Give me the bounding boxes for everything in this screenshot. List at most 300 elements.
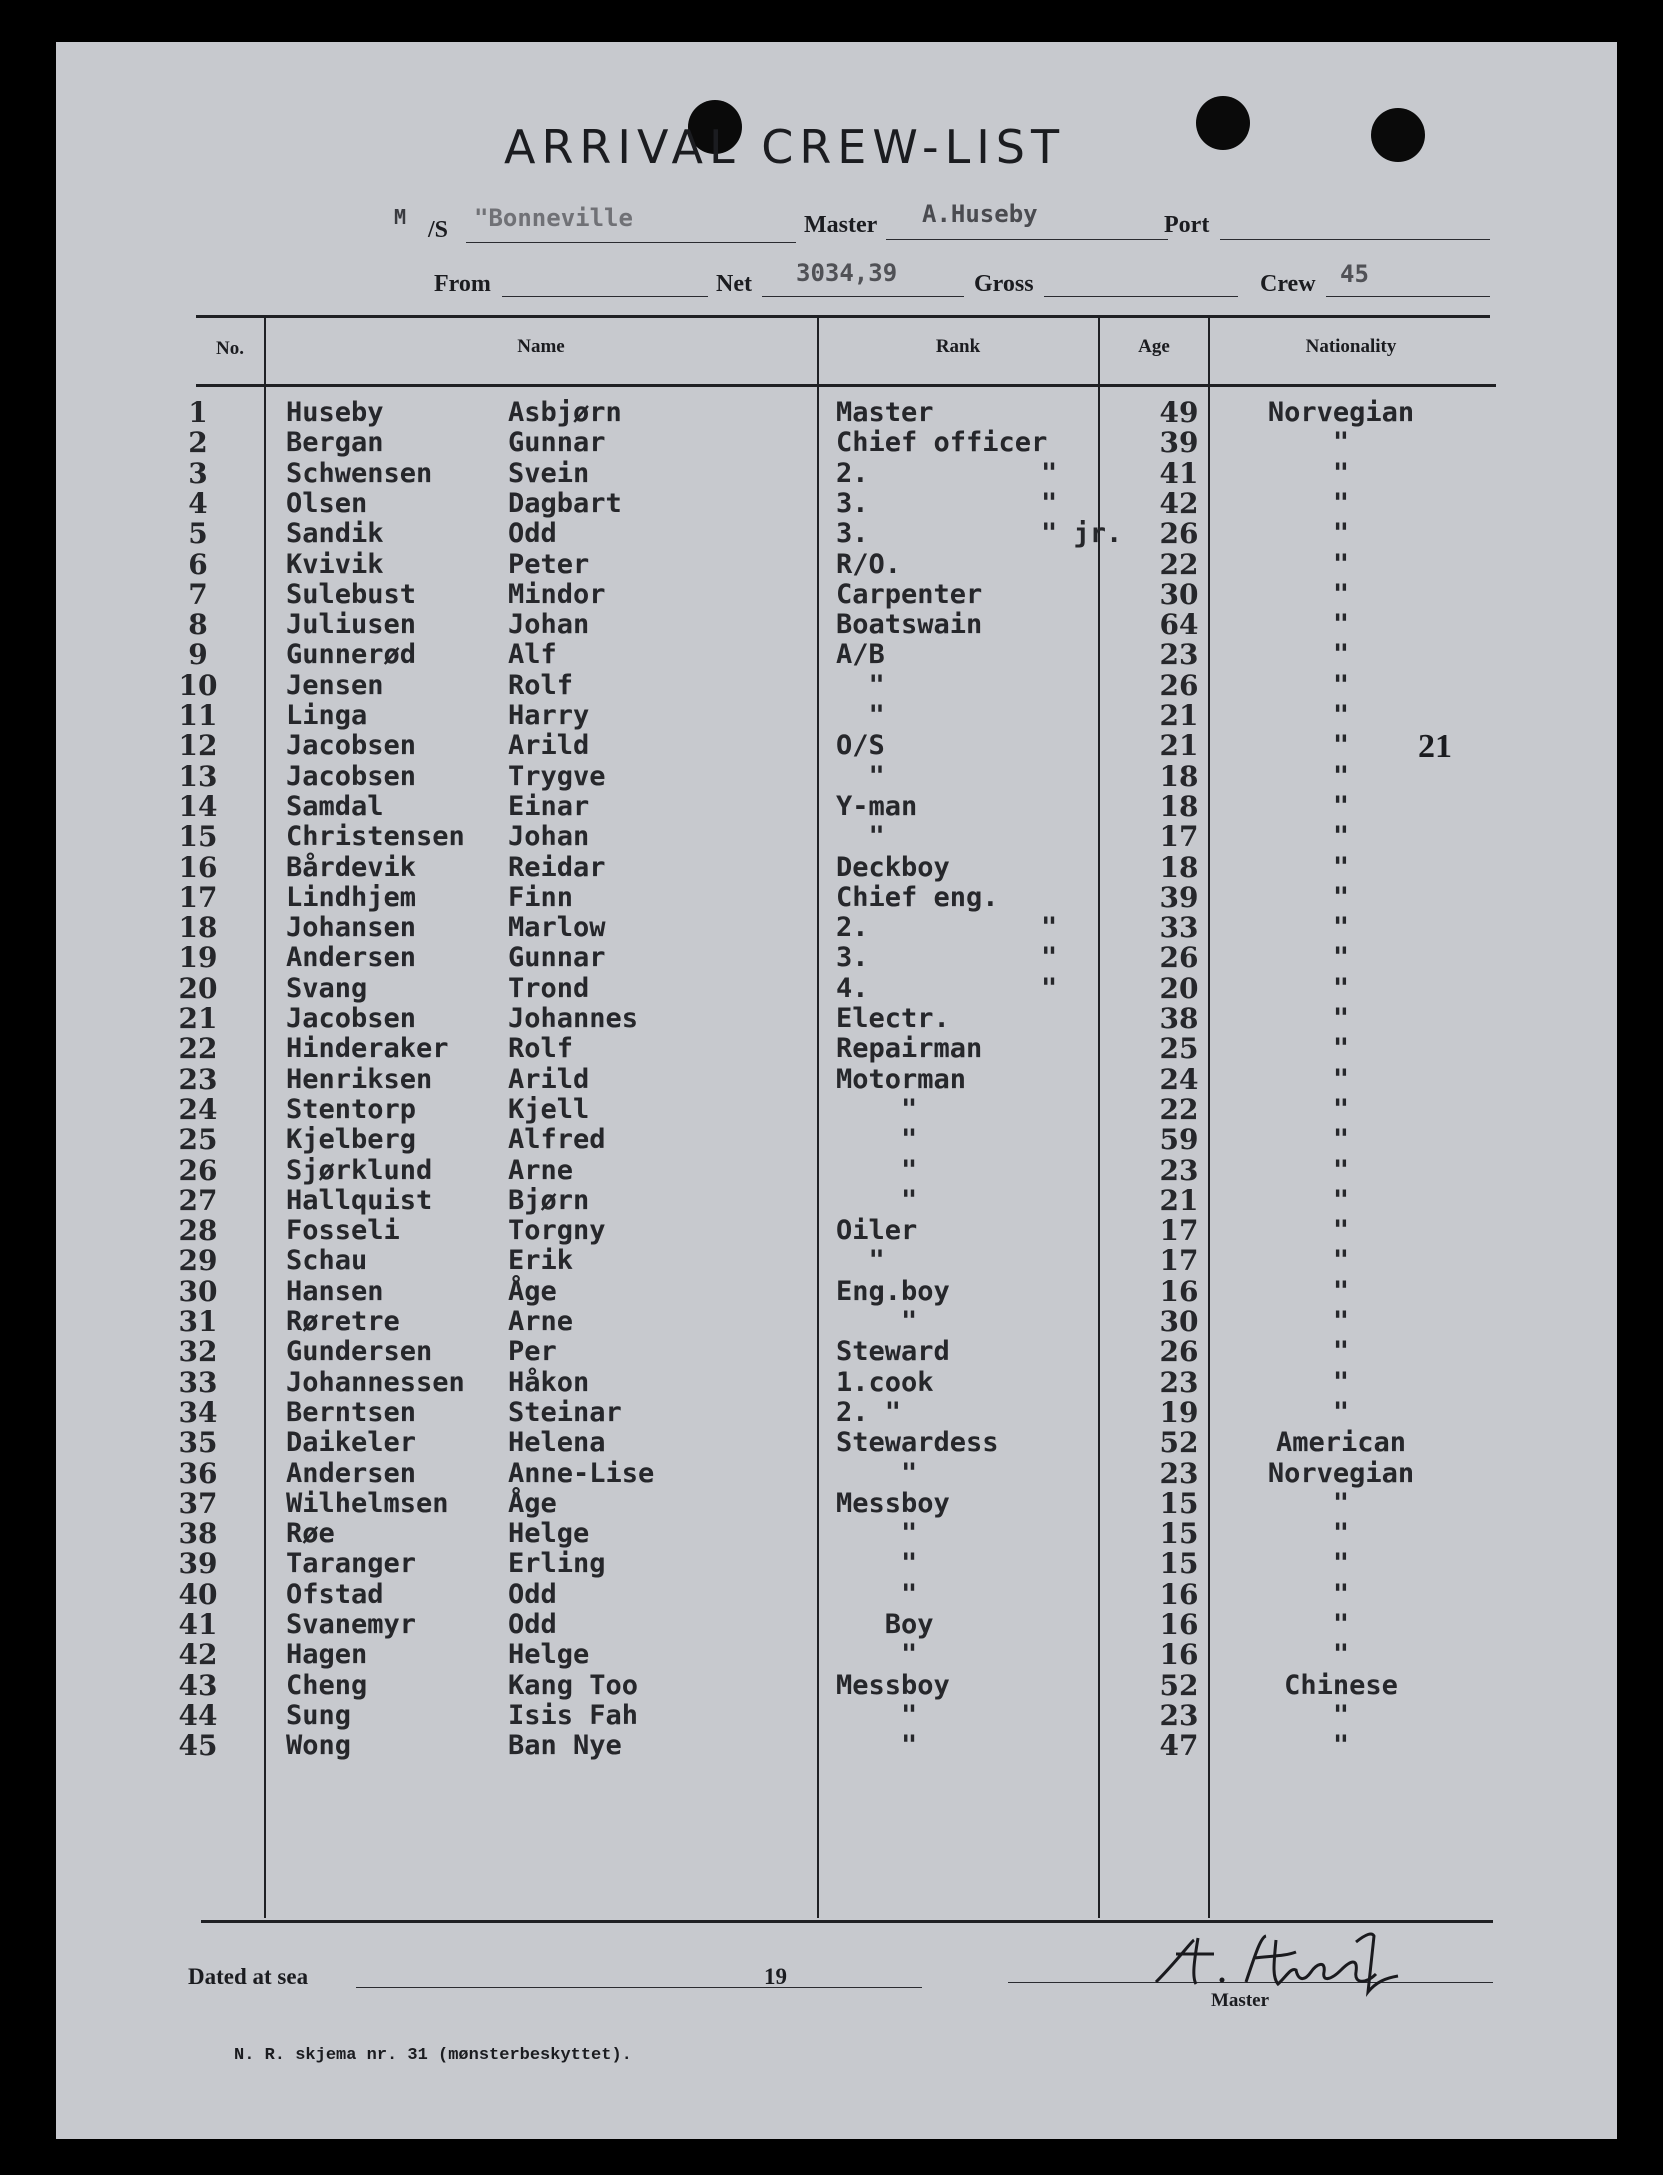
crew-given-name: Håkon: [508, 1366, 590, 1398]
crew-surname: Røe: [286, 1518, 335, 1550]
crew-age: 39: [1159, 426, 1199, 460]
crew-given-name: Harry: [508, 700, 590, 731]
crew-age: 18: [1159, 789, 1199, 823]
crew-number: 22: [178, 1032, 218, 1066]
crew-age: 41: [1159, 456, 1199, 490]
crew-nationality: Norvegian: [1267, 397, 1415, 428]
crew-row: [56, 1610, 1617, 1640]
crew-number: 38: [178, 1517, 218, 1551]
crew-given-name: Finn: [508, 881, 574, 913]
crew-label: Crew: [1260, 271, 1316, 297]
crew-rank: 4.: [836, 972, 869, 1004]
crew-number: 30: [178, 1274, 218, 1308]
crew-nationality: ": [1332, 881, 1350, 913]
crew-rank: Stewardess: [836, 1427, 999, 1459]
crew-number: 39: [178, 1547, 218, 1581]
crew-age: 16: [1159, 1577, 1199, 1611]
crew-age: 15: [1159, 1547, 1199, 1581]
crew-surname: Hagen: [286, 1639, 368, 1671]
crew-given-name: Marlow: [508, 912, 606, 944]
crew-nationality: ": [1332, 1518, 1350, 1550]
crew-nationality: ": [1332, 1275, 1350, 1307]
crew-nationality: ": [1332, 1003, 1350, 1034]
crew-row: [56, 519, 1617, 549]
crew-row: [56, 1668, 1617, 1702]
crew-age: 26: [1159, 517, 1199, 551]
crew-number: 24: [178, 1092, 218, 1126]
crew-number: 3: [188, 456, 208, 490]
crew-row: [56, 1216, 1617, 1246]
dated-at-sea-label: Dated at sea: [188, 1964, 309, 1989]
crew-age: 30: [1159, 577, 1199, 611]
crew-nationality: ": [1332, 1093, 1350, 1125]
crew-surname: Andersen: [286, 942, 417, 974]
crew-nationality: ": [1332, 1639, 1350, 1671]
crew-row: [56, 1640, 1617, 1670]
crew-nationality: ": [1332, 1306, 1350, 1337]
crew-surname: Bergan: [286, 427, 384, 459]
crew-rank: Oiler: [836, 1215, 918, 1247]
crew-surname: Jacobsen: [286, 1003, 417, 1034]
crew-row: [56, 640, 1617, 670]
crew-rank: 2. ": [836, 1396, 902, 1428]
crew-given-name: Arne: [508, 1306, 574, 1337]
crew-nationality: ": [1332, 1578, 1350, 1610]
crew-surname: Sandik: [286, 518, 384, 550]
year-prefix: 19: [764, 1964, 787, 1989]
crew-number: 26: [178, 1153, 218, 1187]
crew-number: 2: [188, 426, 208, 460]
crew-row: [56, 850, 1617, 884]
crew-rank: ": [836, 1093, 918, 1125]
col-header-nationality: Nationality: [1305, 336, 1397, 357]
col-header-name: Name: [517, 336, 565, 357]
crew-given-name: Gunnar: [508, 942, 606, 974]
crew-row: [56, 943, 1617, 973]
crew-rank: Repairman: [836, 1033, 983, 1065]
crew-number: 16: [178, 850, 218, 884]
crew-age: 26: [1159, 668, 1199, 702]
crew-rank: A/B: [836, 639, 885, 671]
crew-surname: Berntsen: [286, 1396, 417, 1428]
table-header-rule: [196, 384, 1496, 387]
crew-given-name: Johannes: [508, 1003, 639, 1034]
crew-row: [56, 1549, 1617, 1579]
crew-row: [56, 1395, 1617, 1429]
crew-given-name: Isis Fah: [508, 1699, 639, 1731]
crew-age: 33: [1159, 911, 1199, 945]
crew-row: [56, 822, 1617, 852]
crew-rank: ": [836, 1518, 918, 1550]
crew-number: 6: [188, 547, 208, 581]
crew-given-name: Arne: [508, 1154, 574, 1186]
crew-age: 18: [1159, 850, 1199, 884]
crew-row: [56, 759, 1617, 793]
crew-row: [56, 577, 1617, 611]
crew-surname: Hansen: [286, 1275, 384, 1307]
crew-age: 16: [1159, 1608, 1199, 1641]
crew-given-name: Helge: [508, 1639, 590, 1671]
col-header-rank: Rank: [935, 336, 981, 357]
crew-surname: Kvivik: [286, 548, 384, 580]
crew-number: 34: [178, 1395, 218, 1429]
crew-given-name: Bjørn: [508, 1184, 590, 1216]
crew-rank: Boatswain: [836, 609, 983, 641]
crew-number: 27: [178, 1183, 218, 1217]
crew-nationality: Norvegian: [1267, 1457, 1415, 1489]
crew-surname: Samdal: [286, 790, 384, 822]
crew-given-name: Dagbart: [508, 487, 622, 519]
crew-rank: 3.: [836, 942, 869, 974]
crew-surname: Jacobsen: [286, 730, 417, 762]
crew-nationality: ": [1332, 730, 1350, 762]
crew-age: 21: [1159, 729, 1199, 763]
ship-value: "Bonneville: [474, 204, 633, 232]
crew-nationality: ": [1332, 851, 1350, 883]
crew-surname: Jensen: [286, 669, 384, 701]
crew-nationality: ": [1332, 518, 1350, 550]
crew-given-name: Svein: [508, 457, 590, 489]
punch-hole-2: [1196, 96, 1250, 150]
crew-given-name: Rolf: [508, 669, 574, 701]
crew-given-name: Torgny: [508, 1215, 606, 1247]
crew-given-name: Odd: [508, 1609, 557, 1640]
crew-nationality: ": [1332, 1154, 1350, 1186]
master-value: A.Huseby: [922, 200, 1038, 228]
crew-given-name: Kang Too: [508, 1669, 639, 1701]
crew-number: 15: [178, 820, 218, 854]
crew-number: 43: [178, 1668, 218, 1702]
crew-surname: Sung: [286, 1699, 352, 1731]
crew-row: [56, 1519, 1617, 1549]
crew-age: 23: [1159, 1365, 1199, 1399]
crew-nationality: ": [1332, 760, 1350, 792]
crew-row: [56, 610, 1617, 640]
crew-given-name: Alf: [508, 639, 557, 671]
crew-surname: Kjelberg: [286, 1124, 417, 1156]
crew-row: [56, 1034, 1617, 1064]
crew-number: 21: [178, 1002, 218, 1035]
crew-surname: Ofstad: [286, 1578, 384, 1610]
crew-rank-suffix: ": [1041, 912, 1058, 944]
crew-surname: Lindhjem: [286, 881, 417, 913]
crew-rank: ": [836, 1457, 918, 1489]
crew-row: [56, 1365, 1617, 1399]
crew-rank: ": [836, 1548, 918, 1580]
crew-row: [56, 913, 1617, 943]
crew-given-name: Trygve: [508, 760, 606, 792]
crew-given-name: Rolf: [508, 1033, 574, 1065]
crew-row: [56, 731, 1617, 761]
crew-number: 33: [178, 1365, 218, 1399]
crew-rank: 1.cook: [836, 1366, 934, 1398]
crew-nationality: ": [1332, 487, 1350, 519]
crew-rank-suffix: ": [1041, 487, 1058, 519]
crew-rank: Electr.: [836, 1003, 950, 1034]
crew-nationality: ": [1332, 427, 1350, 459]
crew-rank: ": [836, 1154, 918, 1186]
crew-surname: Sulebust: [286, 578, 417, 610]
crew-given-name: Mindor: [508, 578, 606, 610]
crew-row: [56, 1274, 1617, 1308]
crew-nationality: ": [1332, 1609, 1350, 1640]
crew-row: [56, 1486, 1617, 1520]
crew-rank: O/S: [836, 730, 885, 762]
crew-age: 23: [1159, 638, 1199, 672]
crew-surname: Svang: [286, 972, 368, 1004]
crew-rank: 2.: [836, 457, 869, 489]
crew-row: [56, 486, 1617, 520]
crew-number: 31: [178, 1305, 218, 1338]
crew-nationality: ": [1332, 1184, 1350, 1216]
crew-age: 26: [1159, 1335, 1199, 1369]
crew-given-name: Johan: [508, 821, 590, 853]
crew-number: 19: [178, 941, 218, 975]
crew-surname: Wilhelmsen: [286, 1487, 449, 1519]
crew-age: 16: [1159, 1638, 1199, 1672]
crew-rank: 3.: [836, 518, 869, 550]
crew-age: 25: [1159, 1032, 1199, 1066]
crew-rank: Master: [836, 397, 934, 428]
crew-nationality: ": [1332, 669, 1350, 701]
crew-nationality: ": [1332, 1548, 1350, 1580]
crew-rank: Carpenter: [836, 578, 983, 610]
crew-row: [56, 456, 1617, 490]
crew-given-name: Alfred: [508, 1124, 606, 1156]
crew-surname: Linga: [286, 700, 368, 731]
crew-number: 18: [178, 911, 218, 945]
crew-age: 16: [1159, 1274, 1199, 1308]
crew-number: 8: [188, 608, 208, 642]
crew-nationality: ": [1332, 1730, 1350, 1762]
crew-rank-suffix: ": [1041, 972, 1058, 1004]
crew-surname: Hinderaker: [286, 1033, 449, 1065]
crew-age: 15: [1159, 1517, 1199, 1551]
crew-given-name: Åge: [508, 1487, 557, 1519]
crew-row: [56, 1125, 1617, 1155]
crew-surname: Sjørklund: [286, 1154, 433, 1186]
crew-number: 1: [188, 396, 208, 429]
crew-age: 22: [1159, 547, 1199, 581]
crew-rank: ": [836, 821, 885, 853]
crew-age: 52: [1159, 1426, 1199, 1460]
crew-given-name: Helge: [508, 1518, 590, 1550]
crew-number: 41: [178, 1608, 218, 1641]
crew-rank: ": [836, 1699, 918, 1731]
crew-number: 9: [188, 638, 208, 672]
crew-surname: Huseby: [286, 397, 384, 428]
master-label: Master: [804, 212, 878, 238]
crew-age: 39: [1159, 880, 1199, 914]
crew-row: [56, 1577, 1617, 1611]
crew-surname: Juliusen: [286, 609, 417, 641]
crew-nationality: ": [1332, 972, 1350, 1004]
crew-row: [56, 1092, 1617, 1126]
crew-nationality: ": [1332, 1124, 1350, 1156]
crew-rank: ": [836, 669, 885, 701]
crew-given-name: Arild: [508, 1063, 590, 1095]
form-title: ARRIVAL CREW-LIST: [504, 120, 1066, 174]
crew-given-name: Arild: [508, 730, 590, 762]
crew-age: 23: [1159, 1698, 1199, 1732]
crew-surname: Olsen: [286, 487, 368, 519]
crew-rank: Y-man: [836, 790, 918, 822]
crew-rank: ": [836, 1578, 918, 1610]
crew-number: 4: [188, 486, 208, 520]
crew-age: 17: [1159, 820, 1199, 854]
crew-given-name: Gunnar: [508, 427, 606, 459]
crew-surname: Bårdevik: [286, 851, 417, 883]
crew-surname: Røretre: [286, 1306, 400, 1337]
crew-row: [56, 547, 1617, 581]
net-value: 3034,39: [796, 259, 898, 287]
crew-nationality: ": [1332, 700, 1350, 731]
crew-nationality: ": [1332, 1215, 1350, 1247]
crew-nationality: ": [1332, 1336, 1350, 1368]
crew-nationality: ": [1332, 790, 1350, 822]
crew-age: 38: [1159, 1002, 1199, 1035]
margin-note: 21: [1418, 728, 1452, 765]
crew-surname: Schwensen: [286, 457, 433, 489]
crew-number: 23: [178, 1062, 218, 1096]
crew-number: 25: [178, 1123, 218, 1157]
crew-nationality: ": [1332, 821, 1350, 853]
crew-surname: Hallquist: [286, 1184, 433, 1216]
crew-row: [56, 1153, 1617, 1187]
crew-number: 14: [178, 789, 218, 823]
crew-age: 17: [1159, 1214, 1199, 1248]
crew-surname: Gundersen: [286, 1336, 433, 1368]
crew-rank: Messboy: [836, 1487, 950, 1519]
crew-age: 21: [1159, 699, 1199, 732]
crew-given-name: Odd: [508, 518, 557, 550]
crew-list-form: [56, 42, 1617, 2139]
port-label: Port: [1164, 212, 1210, 238]
crew-given-name: Erling: [508, 1548, 606, 1580]
crew-nationality: ": [1332, 1033, 1350, 1065]
crew-given-name: Per: [508, 1336, 557, 1368]
crew-rank: Chief officer: [836, 427, 1048, 459]
crew-age: 23: [1159, 1456, 1199, 1490]
crew-surname: Svanemyr: [286, 1609, 417, 1640]
crew-nationality: ": [1332, 942, 1350, 974]
crew-rank: 3.: [836, 487, 869, 519]
crew-surname: Fosseli: [286, 1215, 400, 1247]
punch-hole-3: [1371, 108, 1425, 162]
crew-surname: Cheng: [286, 1669, 368, 1701]
crew-nationality: ": [1332, 548, 1350, 580]
crew-row: [56, 1183, 1617, 1217]
crew-surname: Christensen: [286, 821, 465, 853]
crew-nationality: ": [1332, 1366, 1350, 1398]
crew-row: [56, 701, 1617, 731]
crew-number: 11: [178, 699, 218, 732]
crew-age: 47: [1159, 1729, 1199, 1763]
crew-surname: Johannessen: [286, 1366, 465, 1398]
crew-number: 28: [178, 1214, 218, 1248]
table-top-rule: [196, 315, 1490, 318]
crew-row: [56, 1428, 1617, 1458]
col-header-age: Age: [1138, 336, 1170, 357]
crew-nationality: ": [1332, 1396, 1350, 1428]
crew-number: 44: [178, 1698, 218, 1732]
crew-rank: ": [836, 1730, 918, 1762]
crew-given-name: Anne-Lise: [508, 1457, 655, 1489]
crew-row: [56, 428, 1617, 458]
crew-age: 42: [1159, 486, 1199, 520]
crew-nationality: ": [1332, 912, 1350, 944]
crew-row: [56, 1246, 1617, 1276]
crew-row: [56, 971, 1617, 1005]
crew-nationality: ": [1332, 457, 1350, 489]
crew-nationality: ": [1332, 609, 1350, 641]
crew-surname: Johansen: [286, 912, 417, 944]
crew-given-name: Trond: [508, 972, 590, 1004]
crew-given-name: Johan: [508, 609, 590, 641]
ship-label: /S: [428, 217, 449, 243]
crew-age: 59: [1159, 1123, 1199, 1157]
crew-row: [56, 1456, 1617, 1490]
crew-rank: Boy: [836, 1609, 934, 1640]
col-header-no: No.: [216, 338, 244, 359]
crew-age: 52: [1159, 1668, 1199, 1702]
crew-nationality: Chinese: [1284, 1669, 1398, 1701]
crew-row: [56, 1731, 1617, 1761]
crew-surname: Henriksen: [286, 1063, 433, 1095]
crew-rank: ": [836, 700, 885, 731]
crew-number: 32: [178, 1335, 218, 1369]
crew-number: 45: [178, 1729, 218, 1763]
crew-number: 20: [178, 971, 218, 1005]
crew-age: 15: [1159, 1486, 1199, 1520]
crew-rank: 2.: [836, 912, 869, 944]
crew-surname: Wong: [286, 1730, 352, 1762]
crew-nationality: ": [1332, 578, 1350, 610]
crew-rank: Eng.boy: [836, 1275, 950, 1307]
crew-given-name: Erik: [508, 1245, 574, 1277]
crew-nationality: ": [1332, 1063, 1350, 1095]
gross-label: Gross: [974, 271, 1034, 297]
crew-given-name: Reidar: [508, 851, 606, 883]
crew-age: 23: [1159, 1153, 1199, 1187]
crew-surname: Gunnerød: [286, 639, 417, 671]
master-signature: [1136, 1922, 1436, 2012]
crew-row: [56, 1004, 1617, 1034]
ship-prefix: M: [394, 205, 407, 229]
crew-rank: Chief eng.: [836, 881, 999, 913]
crew-rank: ": [836, 1639, 918, 1671]
crew-age: 21: [1159, 1183, 1199, 1217]
crew-age: 18: [1159, 759, 1199, 793]
crew-nationality: ": [1332, 1699, 1350, 1731]
crew-number: 17: [178, 880, 218, 914]
crew-age: 64: [1159, 608, 1199, 642]
crew-rank-suffix: " jr.: [1041, 518, 1123, 550]
crew-given-name: Peter: [508, 548, 590, 580]
crew-value: 45: [1340, 260, 1369, 288]
crew-rank: Deckboy: [836, 851, 950, 883]
crew-rank: ": [836, 1184, 918, 1216]
crew-given-name: Kjell: [508, 1093, 590, 1125]
crew-surname: Daikeler: [286, 1427, 417, 1459]
crew-nationality: American: [1275, 1427, 1407, 1459]
crew-number: 13: [178, 759, 218, 793]
crew-rank: R/O.: [836, 548, 902, 580]
crew-number: 12: [178, 729, 218, 763]
crew-number: 35: [178, 1426, 218, 1460]
crew-row: [56, 1062, 1617, 1096]
form-identifier: N. R. skjema nr. 31 (mønsterbeskyttet).: [234, 2046, 632, 2065]
